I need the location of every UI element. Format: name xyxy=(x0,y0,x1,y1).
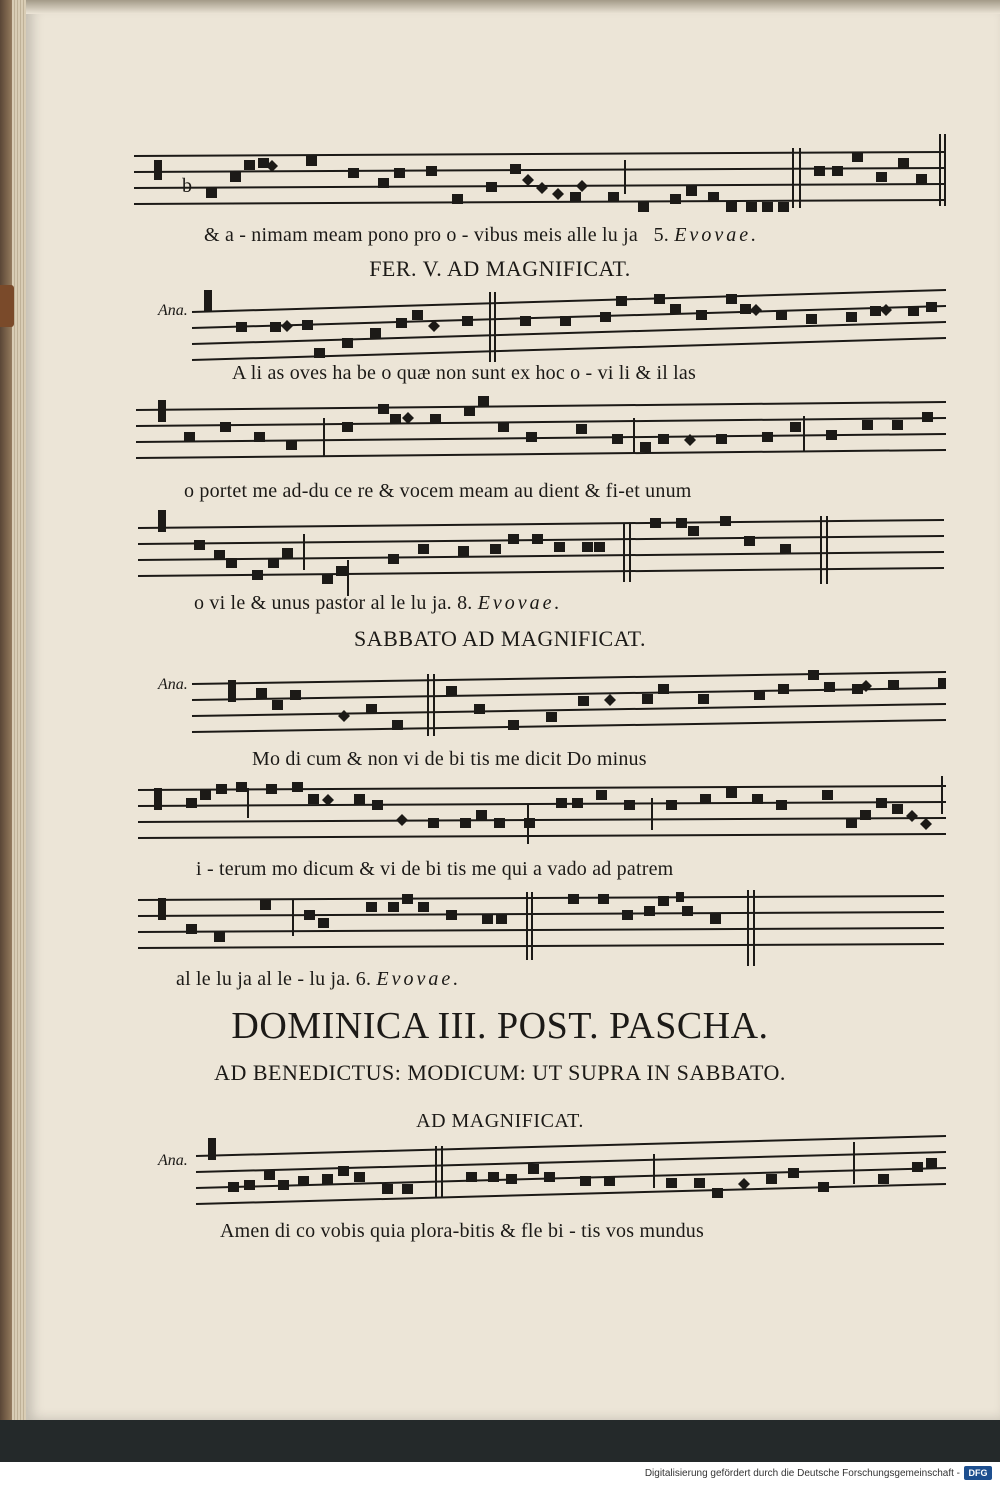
lyric-line-5: Mo di cum & non vi de bi tis me dicit Do minus xyxy=(252,748,647,770)
scan-background xyxy=(0,1420,1000,1462)
lyric-line-4-evovae: Evovae. xyxy=(477,592,563,614)
lyric-line-4-text: o vi le & unus pastor al le lu ja. xyxy=(194,592,452,614)
lyric-line-4 xyxy=(194,592,563,615)
heading-ad-benedictus: AD BENEDICTUS: MODICUM: UT SUPRA IN SABBATO. xyxy=(214,1060,786,1085)
ana-label-3: Ana. xyxy=(158,1152,188,1169)
heading-dominica-iii: DOMINICA III. POST. PASCHA. xyxy=(231,1005,769,1047)
lyric-line-1-evovae: Evovae. xyxy=(674,224,760,246)
lyric-line-4-number: 8. xyxy=(457,592,473,614)
heading-sabbato: SABBATO AD MAGNIFICAT. xyxy=(354,626,646,651)
lyric-line-7-text: al le lu ja al le - lu ja. xyxy=(176,968,351,990)
chant-staff-8 xyxy=(194,1128,950,1218)
heading-ad-magnificat: AD MAGNIFICAT. xyxy=(416,1110,584,1132)
lyric-line-6: i - terum mo dicum & vi de bi tis me qui a vado ad patrem xyxy=(196,858,674,880)
chant-staff-2 xyxy=(190,282,950,372)
staff-7-notation xyxy=(136,880,948,976)
staff-8-notation xyxy=(194,1128,950,1218)
ana-label-1: Ana. xyxy=(158,302,188,319)
staff-6-notation xyxy=(136,774,950,864)
dfg-logo: DFG xyxy=(964,1466,992,1480)
lyric-line-1 xyxy=(204,224,759,247)
page-top-shadow xyxy=(26,0,1000,14)
lyric-line-2: A li as oves ha be o quæ non sunt ex hoc o - vi li & il las xyxy=(232,362,696,384)
staff-5-notation xyxy=(190,660,950,750)
lyric-line-1-number: 5. xyxy=(653,224,670,246)
chant-staff-5 xyxy=(190,660,950,750)
chant-staff-6 xyxy=(136,774,950,864)
lyric-line-8: Amen di co vobis quia plora-bitis & fle bi - tis vos mundus xyxy=(220,1220,704,1242)
svg-text:b: b xyxy=(182,175,192,197)
staff-3-notation xyxy=(134,390,950,480)
chant-staff-4 xyxy=(136,500,948,596)
lyric-line-7-number: 6. xyxy=(355,968,372,990)
lyric-line-7 xyxy=(176,968,461,991)
lyric-line-3: o portet me ad-du ce re & vocem meam au dient & fi-et unum xyxy=(184,480,692,502)
staff-1-notation xyxy=(130,130,950,220)
chant-staff-7 xyxy=(136,880,948,976)
chant-staff-1 xyxy=(130,130,950,220)
staff-4-notation xyxy=(136,500,948,596)
footer-credit: Digitalisierung gefördert durch die Deutsche Forschungsgemeinschaft - xyxy=(644,1468,960,1479)
heading-fer-v: FER. V. AD MAGNIFICAT. xyxy=(369,256,631,281)
staff-2-notation xyxy=(190,282,950,372)
lyric-line-7-evovae: Evovae. xyxy=(376,968,462,990)
chant-staff-3 xyxy=(134,390,950,480)
bookmark-tab xyxy=(0,285,14,327)
ana-label-2: Ana. xyxy=(158,676,188,693)
lyric-line-1-text: & a - nimam meam pono pro o - vibus meis alle lu ja xyxy=(204,224,638,246)
